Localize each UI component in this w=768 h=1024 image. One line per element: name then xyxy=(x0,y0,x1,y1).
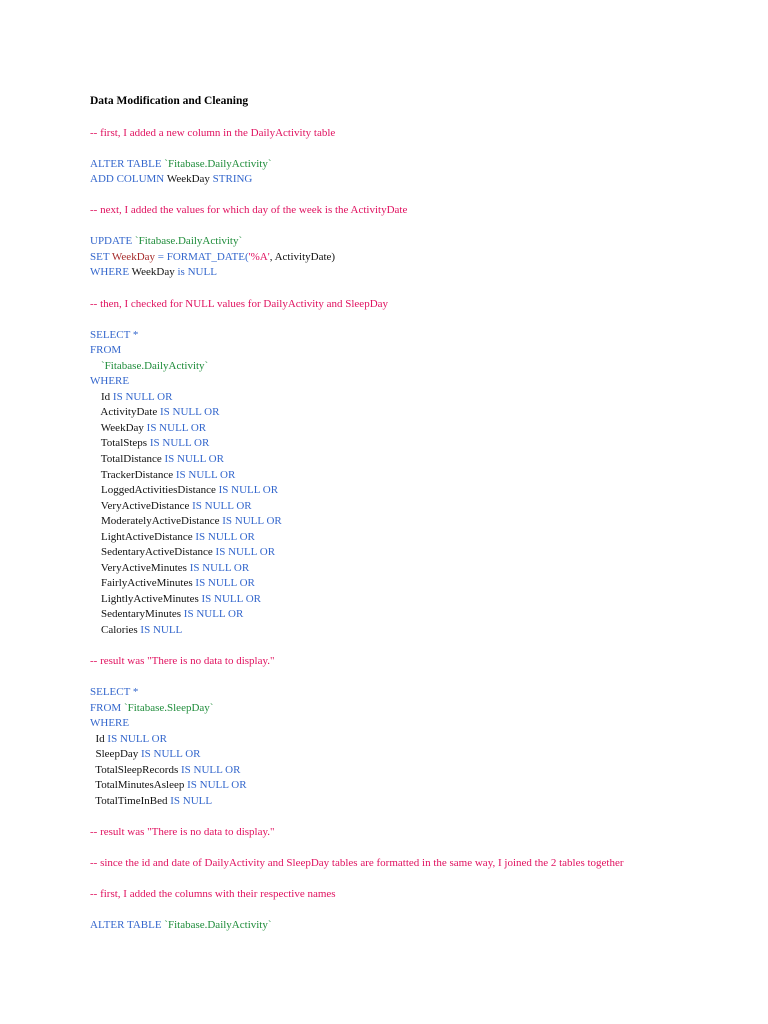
sql-keyword: IS NULL OR xyxy=(175,468,236,481)
code-line xyxy=(90,499,750,515)
sql-identifier: SleepDay xyxy=(90,748,142,761)
sql-table-name: `Fitabase.DailyActivity` xyxy=(164,919,272,932)
sql-identifier: SedentaryActiveDistance xyxy=(90,546,216,559)
code-line xyxy=(90,452,750,468)
code-line xyxy=(90,654,750,670)
sql-variable: WeekDay xyxy=(111,250,156,263)
sql-keyword: IS NULL OR xyxy=(222,515,282,528)
code-line xyxy=(90,778,750,794)
sql-identifier: TotalMinutesAsleep xyxy=(90,779,188,792)
code-line xyxy=(90,856,750,872)
code-line xyxy=(90,530,750,546)
sql-identifier: Calories xyxy=(90,624,141,636)
sql-identifier: VeryActiveDistance xyxy=(90,499,193,512)
sql-identifier: Id xyxy=(90,732,108,745)
sql-code-block xyxy=(90,126,750,934)
sql-keyword: WHERE xyxy=(90,266,132,279)
sql-keyword: is NULL xyxy=(177,266,217,279)
code-line xyxy=(90,390,750,406)
sql-keyword: IS NULL OR xyxy=(180,763,241,776)
code-line xyxy=(90,297,750,313)
sql-comment: -- result was "There is no data to display." xyxy=(90,826,275,839)
code-line xyxy=(90,576,750,592)
code-line xyxy=(90,203,750,219)
sql-keyword: IS NULL OR xyxy=(183,608,244,621)
code-line xyxy=(90,747,750,763)
code-line xyxy=(90,374,750,390)
sql-comment: -- first, I added a new column in the DailyActivity table xyxy=(90,126,336,139)
code-line xyxy=(90,794,750,810)
sql-keyword: FROM xyxy=(90,701,124,714)
code-line xyxy=(90,250,750,266)
code-line xyxy=(90,887,750,903)
code-line xyxy=(90,825,750,841)
code-line xyxy=(90,405,750,421)
sql-keyword: WHERE xyxy=(90,717,130,730)
sql-identifier: TrackerDistance xyxy=(90,468,176,481)
code-line xyxy=(90,421,750,437)
sql-comment: -- result was "There is no data to display." xyxy=(90,655,275,668)
sql-identifier: SedentaryMinutes xyxy=(90,608,184,621)
sql-keyword: IS NULL OR xyxy=(195,530,255,543)
code-line xyxy=(90,436,750,452)
sql-identifier: ActivityDate xyxy=(90,406,160,419)
sql-keyword: SET xyxy=(90,250,112,263)
blank-line xyxy=(90,872,750,888)
sql-identifier: ModeratelyActiveDistance xyxy=(90,515,223,528)
sql-identifier: TotalTimeInBed xyxy=(90,795,171,808)
blank-line xyxy=(90,810,750,826)
blank-line xyxy=(90,841,750,857)
sql-comment: '%A' xyxy=(248,250,270,263)
sql-comment: -- first, I added the columns with their respective names xyxy=(90,888,336,901)
sql-keyword: IS NULL xyxy=(140,624,183,636)
code-line xyxy=(90,126,750,142)
blank-line xyxy=(90,670,750,686)
blank-line xyxy=(90,639,750,655)
sql-comment: -- then, I checked for NULL values for DailyActivity and SleepDay xyxy=(90,297,389,310)
code-line xyxy=(90,545,750,561)
sql-identifier: LightlyActiveMinutes xyxy=(90,592,202,605)
sql-keyword: IS NULL OR xyxy=(195,577,255,590)
sql-identifier: WeekDay xyxy=(166,173,213,186)
document-title: Data Modification and Cleaning xyxy=(90,95,249,107)
blank-line xyxy=(90,141,750,157)
code-line xyxy=(90,265,750,281)
sql-keyword: IS NULL OR xyxy=(141,748,201,761)
sql-keyword: = FORMAT_DATE( xyxy=(155,250,249,263)
blank-line xyxy=(90,903,750,919)
sql-identifier: , ActivityDate) xyxy=(269,250,336,263)
sql-identifier: WeekDay xyxy=(131,266,178,279)
document-body xyxy=(90,94,750,934)
sql-keyword: FROM xyxy=(90,344,122,357)
code-line xyxy=(90,701,750,717)
code-line xyxy=(90,607,750,623)
sql-keyword: ALTER TABLE xyxy=(90,919,165,932)
code-line xyxy=(90,234,750,250)
sql-keyword: IS NULL OR xyxy=(189,561,250,574)
code-line xyxy=(90,157,750,173)
sql-keyword: IS NULL OR xyxy=(201,592,261,605)
sql-keyword: IS NULL OR xyxy=(112,390,173,403)
sql-keyword: IS NULL OR xyxy=(187,779,247,792)
sql-keyword: WHERE xyxy=(90,375,130,388)
sql-identifier: FairlyActiveMinutes xyxy=(90,577,196,590)
blank-line xyxy=(90,312,750,328)
sql-keyword: IS NULL OR xyxy=(149,437,210,450)
sql-keyword: UPDATE xyxy=(90,235,135,248)
sql-identifier: Id xyxy=(90,390,113,403)
code-line xyxy=(90,483,750,499)
code-line xyxy=(90,592,750,608)
code-line xyxy=(90,514,750,530)
sql-identifier: LoggedActivitiesDistance xyxy=(90,484,219,497)
sql-table-name: `Fitabase.SleepDay` xyxy=(123,701,214,714)
sql-keyword: ALTER TABLE xyxy=(90,157,165,170)
code-line xyxy=(90,359,750,375)
code-line xyxy=(90,732,750,748)
sql-keyword: IS NULL OR xyxy=(192,499,252,512)
code-line xyxy=(90,918,750,934)
code-line xyxy=(90,343,750,359)
sql-identifier: TotalSleepRecords xyxy=(90,763,181,776)
sql-identifier: VeryActiveMinutes xyxy=(90,561,190,574)
sql-comment: -- next, I added the values for which day of the week is the ActivityDate xyxy=(90,204,408,217)
sql-keyword: IS NULL OR xyxy=(107,732,167,745)
sql-identifier: TotalDistance xyxy=(90,452,165,465)
sql-comment: -- since the id and date of DailyActivity and SleepDay tables are formatted in the same way, I joined the 2 tables together xyxy=(90,857,624,870)
sql-identifier xyxy=(90,360,101,372)
sql-keyword: IS NULL OR xyxy=(215,546,276,559)
code-line xyxy=(90,328,750,344)
sql-keyword: SELECT * xyxy=(90,686,139,699)
sql-table-name: `Fitabase.DailyActivity` xyxy=(101,359,209,372)
sql-keyword: IS NULL xyxy=(170,795,213,808)
sql-table-name: `Fitabase.DailyActivity` xyxy=(164,157,272,170)
sql-identifier: WeekDay xyxy=(90,421,147,434)
sql-keyword: STRING xyxy=(212,173,253,186)
sql-keyword: ADD COLUMN xyxy=(90,173,167,186)
sql-keyword: IS NULL OR xyxy=(159,406,220,419)
code-line xyxy=(90,623,750,639)
blank-line xyxy=(90,281,750,297)
sql-identifier: LightActiveDistance xyxy=(90,530,196,543)
code-line xyxy=(90,468,750,484)
sql-keyword: IS NULL OR xyxy=(218,484,279,497)
code-line xyxy=(90,685,750,701)
blank-line xyxy=(90,219,750,235)
code-line xyxy=(90,172,750,188)
code-line xyxy=(90,561,750,577)
code-line xyxy=(90,716,750,732)
sql-identifier: TotalSteps xyxy=(90,437,150,450)
sql-keyword: IS NULL OR xyxy=(146,421,207,434)
sql-table-name: `Fitabase.DailyActivity` xyxy=(134,235,243,248)
blank-line xyxy=(90,188,750,204)
sql-keyword: SELECT * xyxy=(90,328,139,341)
code-line xyxy=(90,763,750,779)
sql-keyword: IS NULL OR xyxy=(164,452,224,465)
